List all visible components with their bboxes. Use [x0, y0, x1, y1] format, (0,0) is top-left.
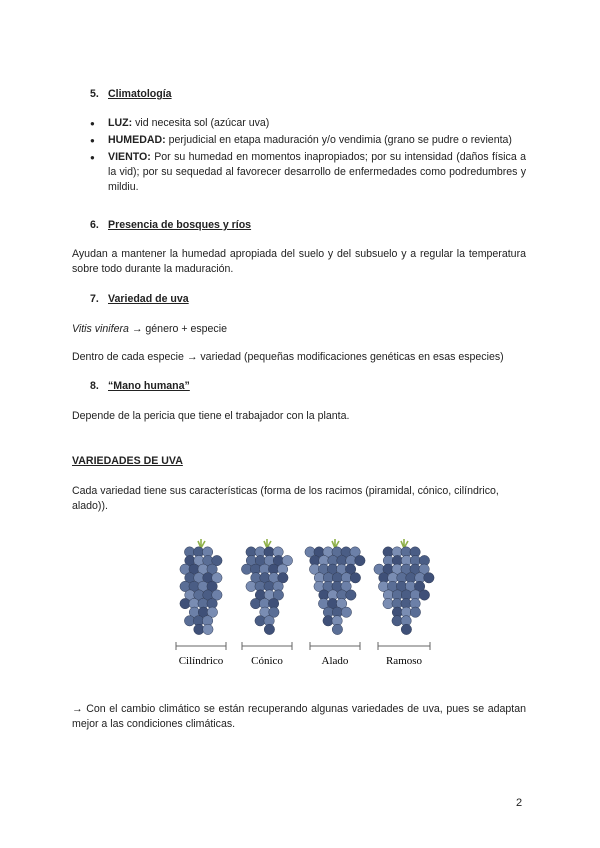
ramoso-berry — [401, 624, 411, 634]
section-8-title: “Mano humana” — [108, 380, 190, 392]
cilindrico-berry — [203, 624, 213, 634]
section-5-title: Climatología — [108, 88, 172, 100]
bullet-label: LUZ: — [108, 117, 133, 129]
bullet-label: VIENTO: — [108, 151, 151, 163]
label-conico: Cónico — [251, 655, 283, 667]
section-7-title: Variedad de uva — [108, 293, 189, 305]
bullet-text: Por su humedad en momentos inapropiados; por su intensidad (daños física a la vid); por su sequedad al favorecer desarrollo de enfermedades como podredumbres y mildiu. — [108, 151, 526, 193]
bullet-humedad — [80, 133, 526, 148]
alado-berry — [346, 590, 356, 600]
alado-berry — [341, 607, 351, 617]
section-6-title: Presencia de bosques y ríos — [108, 219, 252, 231]
bullet-viento — [80, 150, 526, 195]
varieties-heading — [72, 455, 183, 467]
section-5-heading — [90, 88, 172, 100]
ramoso-berry — [410, 607, 420, 617]
section-7-heading — [90, 293, 189, 305]
species-name: Vitis vinifera — [72, 323, 129, 335]
section-6-heading — [90, 219, 251, 231]
ramoso-berry — [419, 590, 429, 600]
climate-bullet-list — [80, 116, 526, 197]
section-7-species-line — [72, 322, 227, 337]
label-ramoso: Ramoso — [385, 655, 423, 667]
ramoso-berry — [424, 573, 434, 583]
grape-clusters — [180, 539, 434, 635]
page-number: 2 — [516, 797, 523, 809]
bullet-luz — [80, 116, 526, 131]
varieties-heading-text: VARIEDADES DE UVA — [72, 455, 183, 467]
section-6-number: 6. — [90, 219, 99, 231]
alado-berry — [355, 555, 365, 565]
conico-berry — [264, 624, 274, 634]
section-8-paragraph: Depende de la pericia que tiene el trabajador con la planta. — [72, 410, 350, 422]
section-5-number: 5. — [90, 88, 99, 100]
alado-berry — [350, 573, 360, 583]
closing-paragraph: → Con el cambio climático se están recuperando algunas variedades de uva, pues se adaptan mejor a las condiciones climáticas. — [72, 703, 526, 730]
section-6-paragraph: Ayudan a mantener la humedad apropiada del suelo y del subsuelo y a regular la temperatura sobre todo durante la maduración. — [72, 248, 526, 275]
varieties-paragraph: Cada variedad tiene sus características (forma de los racimos (piramidal, cónico, cilíndrico, alado)). — [72, 485, 499, 512]
section-8-number: 8. — [90, 380, 99, 392]
figure-axis-lines — [176, 642, 430, 650]
label-alado: Alado — [321, 655, 349, 667]
bullet-text: vid necesita sol (azúcar uva) — [135, 117, 270, 129]
label-cilindrico: Cilíndrico — [178, 655, 224, 667]
grape-cluster-figure — [170, 536, 438, 674]
bullet-label: HUMEDAD: — [108, 134, 166, 146]
bullet-text: perjudicial en etapa maduración y/o vendimia (grano se pudre o revienta) — [168, 134, 512, 146]
section-8-heading — [90, 380, 190, 392]
alado-berry — [332, 624, 342, 634]
section-7-number: 7. — [90, 293, 99, 305]
species-rest: → género + especie — [128, 323, 227, 335]
section-7-variety-line: Dentro de cada especie → variedad (pequeñas modificaciones genéticas en esas especies) — [72, 351, 504, 363]
